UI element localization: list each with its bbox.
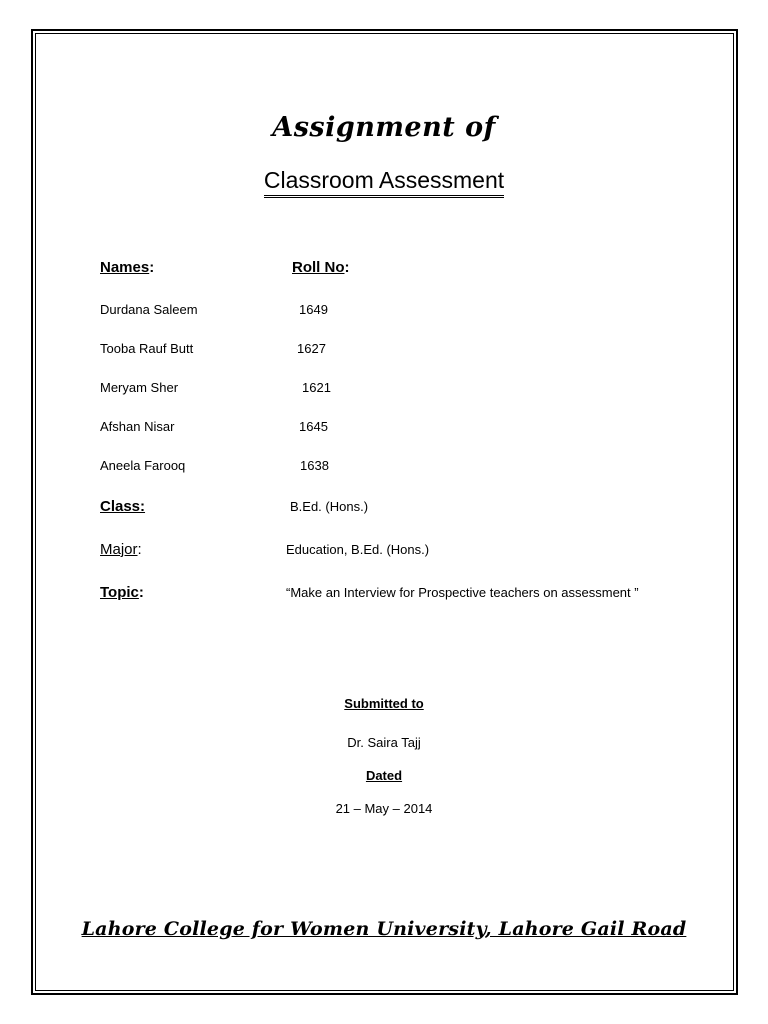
student-name: Afshan Nisar <box>100 419 175 434</box>
student-name: Meryam Sher <box>100 380 179 395</box>
institution-footer: Lahore College for Women University, Lahore Gail Road <box>81 918 687 940</box>
student-name: Durdana Saleem <box>100 302 198 317</box>
dated-label: Dated <box>365 768 403 783</box>
roll-no-label: Roll No <box>292 259 345 276</box>
submitted-to-label: Submitted to <box>344 696 424 711</box>
submitted-to-name: Dr. Saira Tajj <box>347 735 421 750</box>
student-roll: 1649 <box>299 302 328 317</box>
student-roll: 1645 <box>299 419 328 434</box>
student-roll: 1638 <box>300 458 329 473</box>
student-roll: 1621 <box>302 380 331 395</box>
roll-no-heading: Roll No: <box>292 259 350 276</box>
names-label: Names <box>100 259 150 276</box>
major-label: Major <box>100 541 138 558</box>
date-value: 21 – May – 2014 <box>335 801 433 816</box>
class-label: Class: <box>100 498 146 515</box>
topic-label: Topic <box>100 584 139 601</box>
class-value: B.Ed. (Hons.) <box>290 499 369 514</box>
major-value: Education, B.Ed. (Hons.) <box>286 542 430 557</box>
student-roll: 1627 <box>297 341 326 356</box>
student-name: Aneela Farooq <box>100 458 186 473</box>
names-heading: Names: <box>100 259 155 276</box>
student-name: Tooba Rauf Butt <box>100 341 194 356</box>
title-classroom-assessment <box>0 166 768 198</box>
topic-value: “Make an Interview for Prospective teachers on assessment ” <box>286 585 639 600</box>
topic-heading: Topic: <box>100 584 144 601</box>
title-assignment-of: Assignment of <box>272 112 496 143</box>
class-heading <box>100 498 145 515</box>
title-classroom-assessment-text: Classroom Assessment <box>264 166 504 198</box>
major-heading: Major: <box>100 541 142 558</box>
